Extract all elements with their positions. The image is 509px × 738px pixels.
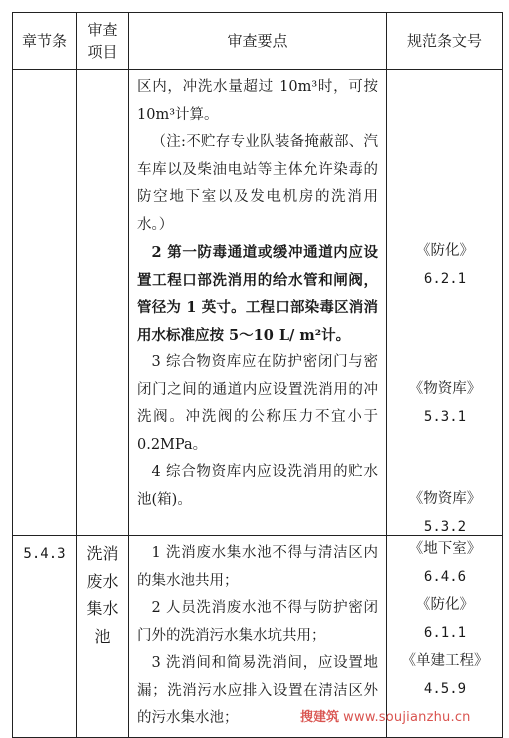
row1-para-5: 4 综合物资库内应设洗消用的贮水池(箱)。	[137, 464, 378, 508]
ref-num: 5.3.2	[423, 518, 467, 535]
item-name: 洗消 废水 集水 池	[86, 544, 119, 646]
ref-block	[387, 238, 503, 293]
ref-name: 《地下室》	[408, 541, 482, 557]
row1-para-3: 2 第一防毒通道或缓冲通道内应设置工程口部洗消用的给水管和闸阀，管径为 1 英寸。工程口部染毒区消消用水标准应按 5～10 L/ m²计。	[137, 244, 378, 344]
header-points: 审查要点	[129, 13, 387, 70]
ref-name: 《物资库》	[408, 381, 482, 397]
section-number: 5.4.3	[23, 546, 66, 562]
row1-item-cell	[77, 70, 129, 536]
ref-num: 6.4.6	[423, 568, 467, 585]
ref-num: 5.3.1	[423, 408, 467, 425]
row1-points-cell	[129, 70, 387, 536]
row2-para-1: 1 洗消废水集水池不得与清洁区内的集水池共用；	[137, 545, 378, 589]
header-ref: 规范条文号	[387, 13, 503, 70]
header-item-line1: 审查	[87, 21, 118, 39]
row1-para-1: 区内，冲洗水量超过 10m³时，可按 10m³计算。	[137, 79, 378, 123]
ref-block	[387, 376, 503, 431]
row1-para-2: （注:不贮存专业队装备掩蔽部、汽车库以及柴油电站等主体允许染毒的防空地下室以及发电机房的洗消用水。）	[137, 134, 378, 233]
watermark-brand: 搜建筑	[300, 710, 340, 725]
ref-name: 《物资库》	[408, 491, 482, 507]
ref-num: 4.5.9	[423, 680, 467, 697]
ref-block	[387, 486, 503, 541]
row1-ref-cell	[387, 70, 503, 536]
ref-block	[387, 536, 503, 591]
review-table	[12, 12, 503, 738]
ref-num: 6.1.1	[423, 624, 467, 641]
ref-num: 6.2.1	[423, 270, 467, 287]
row2-para-3: 3 洗消间和简易洗消间，应设置地漏；洗消污水应排入设置在清洁区外的污水集水池；	[137, 655, 378, 726]
header-item-line2: 项目	[87, 43, 118, 61]
row2-item-cell	[77, 536, 129, 738]
row2-para-2: 2 人员洗消废水池不得与防护密闭门外的洗消污水集水坑共用；	[137, 600, 378, 644]
header-item	[77, 13, 129, 70]
ref-name: 《防化》	[416, 597, 474, 613]
ref-block	[387, 648, 503, 703]
watermark-url: www.soujianzhu.cn	[343, 710, 471, 725]
table-header-row	[13, 13, 503, 70]
row2-section-cell	[13, 536, 77, 738]
header-section: 章节条	[13, 13, 77, 70]
row1-para-4: 3 综合物资库应在防护密闭门与密闭门之间的通道内应设置洗消用的冲洗阀。冲洗阀的公称压力不宜小于 0.2MPa。	[137, 354, 378, 453]
ref-name: 《单建工程》	[401, 653, 489, 669]
ref-name: 《防化》	[416, 243, 474, 259]
ref-block	[387, 592, 503, 647]
watermark	[300, 706, 471, 725]
table-row	[13, 70, 503, 536]
row1-section-cell	[13, 70, 77, 536]
